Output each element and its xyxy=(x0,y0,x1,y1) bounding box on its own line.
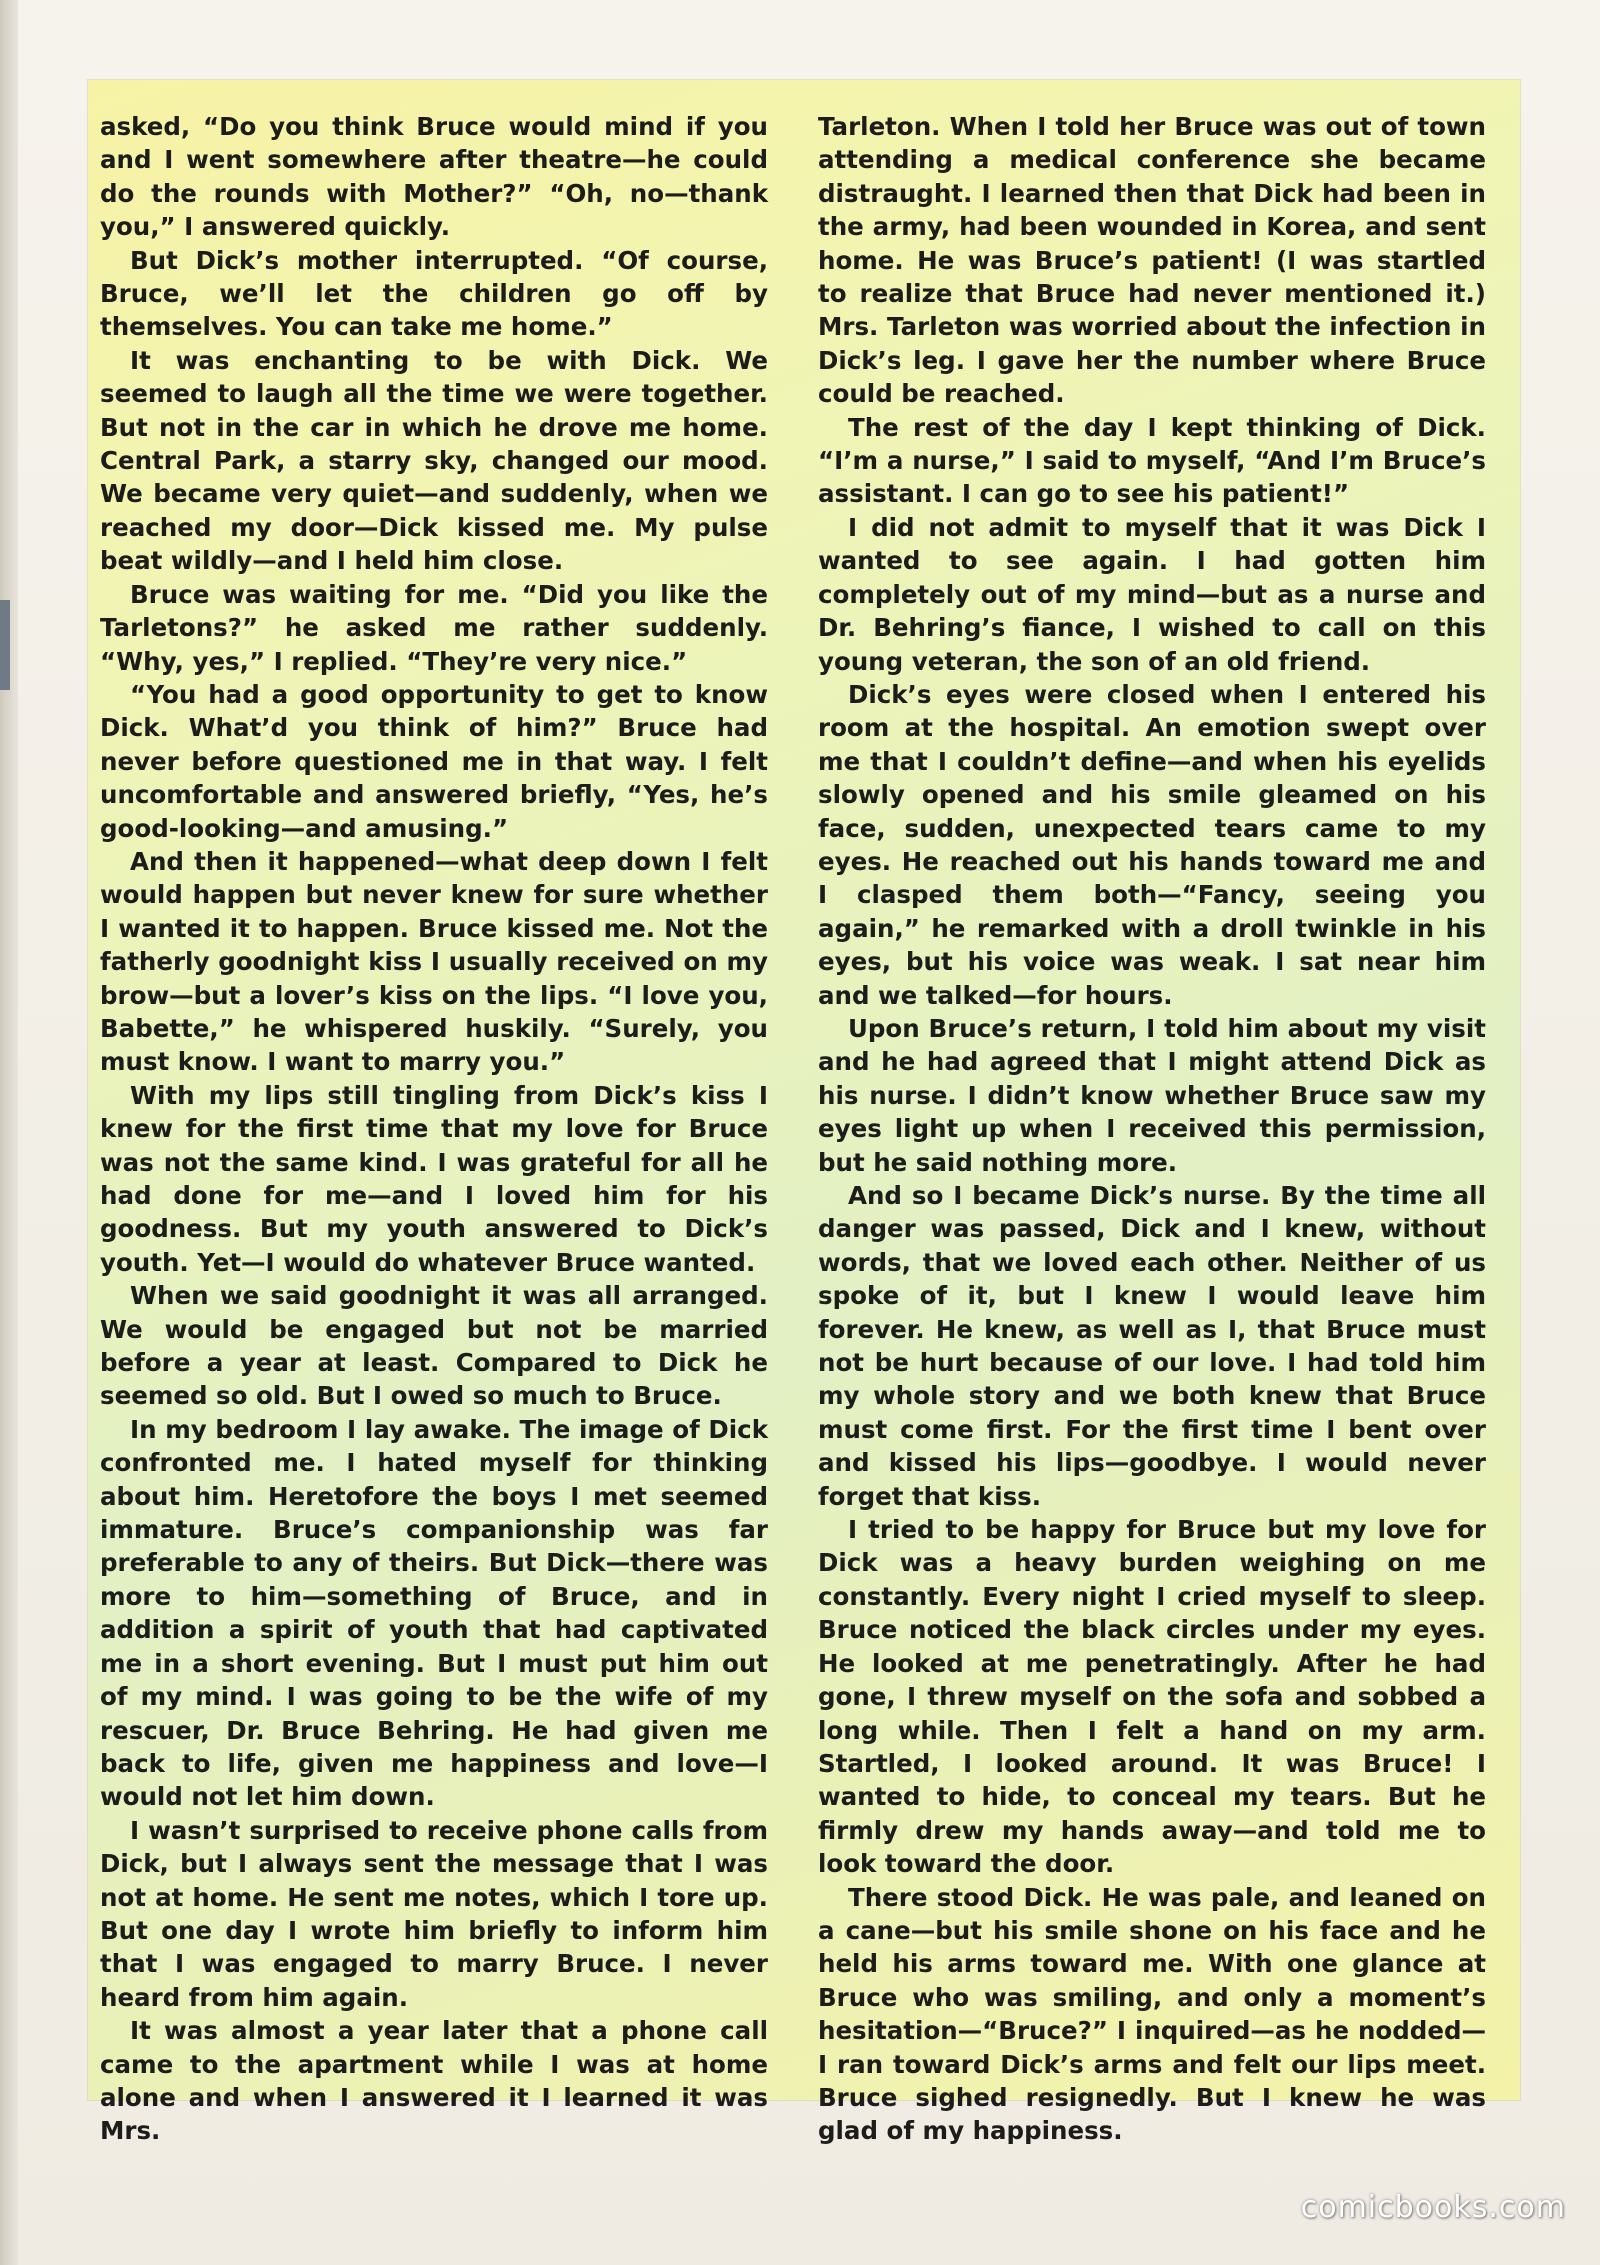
paragraph: And so I became Dick’s nurse. By the time all danger was passed, Dick and I knew, without words, that we loved each other. Neither of us spoke of it, but I knew I would leave him forever. He knew, as well as I, that Bruce must not be hurt because of our love. I had told him my whole story and we both knew that Bruce must come first. For the first time I bent over and kissed his lips—goodbye. I would never forget that kiss. xyxy=(818,1181,1486,1511)
paragraph: The rest of the day I kept thinking of Dick. “I’m a nurse,” I said to myself, “And I’m Bruce’s assistant. I can go to see his patient!” xyxy=(818,412,1486,509)
paragraph: Bruce was waiting for me. “Did you like the Tarletons?” he asked me rather suddenly. “Why, yes,” I replied. “They’re very nice.” xyxy=(100,579,768,676)
paragraph: When we said goodnight it was all arranged. We would be engaged but not be married before a year at least. Compared to Dick he seemed so old. But I owed so much to Bruce. xyxy=(100,1281,768,1411)
paragraph: With my lips still tingling from Dick’s kiss I knew for the first time that my love for Bruce was not the same kind. I was grateful for all he had done for me—and I loved him for his goodness. But my youth answered to Dick’s youth. Yet—I would do whatever Bruce wanted. xyxy=(100,1080,768,1277)
left-text-column xyxy=(100,110,768,2148)
paragraph: But Dick’s mother interrupted. “Of course, Bruce, we’ll let the children go off by themselves. You can take me home.” xyxy=(100,245,768,342)
paragraph: Dick’s eyes were closed when I entered his room at the hospital. An emotion swept over me that I couldn’t define—and when his eyelids slowly opened and his smile gleamed on his face, sudden, unexpected tears came to my eyes. He reached out his hands toward me and I clasped them both—“Fancy, seeing you again,” he remarked with a droll twinkle in his eyes, but his voice was weak. I sat near him and we talked—for hours. xyxy=(818,679,1486,1010)
watermark-text: comicbooks.com xyxy=(1300,2190,1566,2225)
paragraph: It was enchanting to be with Dick. We seemed to laugh all the time we were together. But not in the car in which he drove me home. Central Park, a starry sky, changed our mood. We became very quiet—and suddenly, when we reached my door—Dick kissed me. My pulse beat wildly—and I held him close. xyxy=(100,345,768,576)
right-text-column xyxy=(818,110,1486,2148)
paragraph: Upon Bruce’s return, I told him about my visit and he had agreed that I might attend Dick as his nurse. I didn’t know whether Bruce saw my eyes light up when I received this permission, but he said nothing more. xyxy=(818,1013,1486,1177)
paragraph: “You had a good opportunity to get to know Dick. What’d you think of him?” Bruce had never before questioned me in that way. I felt uncomfortable and answered briefly, “Yes, he’s good-looking—and amusing.” xyxy=(100,679,768,843)
paragraph: I did not admit to myself that it was Dick I wanted to see again. I had gotten him completely out of my mind—but as a nurse and Dr. Behring’s fiance, I wished to call on this young veteran, the son of an old friend. xyxy=(818,512,1486,676)
paragraph: I wasn’t surprised to receive phone calls from Dick, but I always sent the message that I was not at home. He sent me notes, which I tore up. But one day I wrote him briefly to inform him that I was engaged to marry Bruce. I never heard from him again. xyxy=(100,1815,768,2012)
paragraph: Tarleton. When I told her Bruce was out of town attending a medical conference she became distraught. I learned then that Dick had been in the army, had been wounded in Korea, and sent home. He was Bruce’s patient! (I was startled to realize that Bruce had never mentioned it.) Mrs. Tarleton was worried about the infection in Dick’s leg. I gave her the number where Bruce could be reached. xyxy=(818,112,1486,409)
binding-mark xyxy=(0,600,10,690)
paragraph: In my bedroom I lay awake. The image of Dick confronted me. I hated myself for thinking about him. Heretofore the boys I met seemed immature. Bruce’s companionship was far preferable to any of theirs. But Dick—there was more to him—something of Bruce, and in addition a spirit of youth that had captivated me in a short evening. But I must put him out of my mind. I was going to be the wife of my rescuer, Dr. Bruce Behring. He had given me back to life, given me happiness and love—I would not let him down. xyxy=(100,1414,768,1812)
paragraph: asked, “Do you think Bruce would mind if you and I went somewhere after theatre—he could do the rounds with Mother?” “Oh, no—thank you,” I answered quickly. xyxy=(100,112,768,242)
paragraph: There stood Dick. He was pale, and leaned on a cane—but his smile shone on his face and he held his arms toward me. With one glance at Bruce who was smiling, and only a moment’s hesitation—“Bruce?” I inquired—as he nodded—I ran toward Dick’s arms and felt our lips meet. Bruce sighed resignedly. But I knew he was glad of my happiness. xyxy=(818,1882,1486,2146)
page-left-edge xyxy=(0,0,18,2265)
paragraph: I tried to be happy for Bruce but my love for Dick was a heavy burden weighing on me constantly. Every night I cried myself to sleep. Bruce noticed the black circles under my eyes. He looked at me penetratingly. After he had gone, I threw myself on the sofa and sobbed a long while. Then I felt a hand on my arm. Startled, I looked around. It was Bruce! I wanted to hide, to conceal my tears. But he firmly drew my hands away—and told me to look toward the door. xyxy=(818,1515,1486,1879)
paragraph: And then it happened—what deep down I felt would happen but never knew for sure whether I wanted it to happen. Bruce kissed me. Not the fatherly goodnight kiss I usually received on my brow—but a lover’s kiss on the lips. “I love you, Babette,” he whispered huskily. “Surely, you must know. I want to marry you.” xyxy=(100,846,768,1077)
paragraph: It was almost a year later that a phone call came to the apartment while I was at home alone and when I answered it I learned it was Mrs. xyxy=(100,2016,768,2146)
